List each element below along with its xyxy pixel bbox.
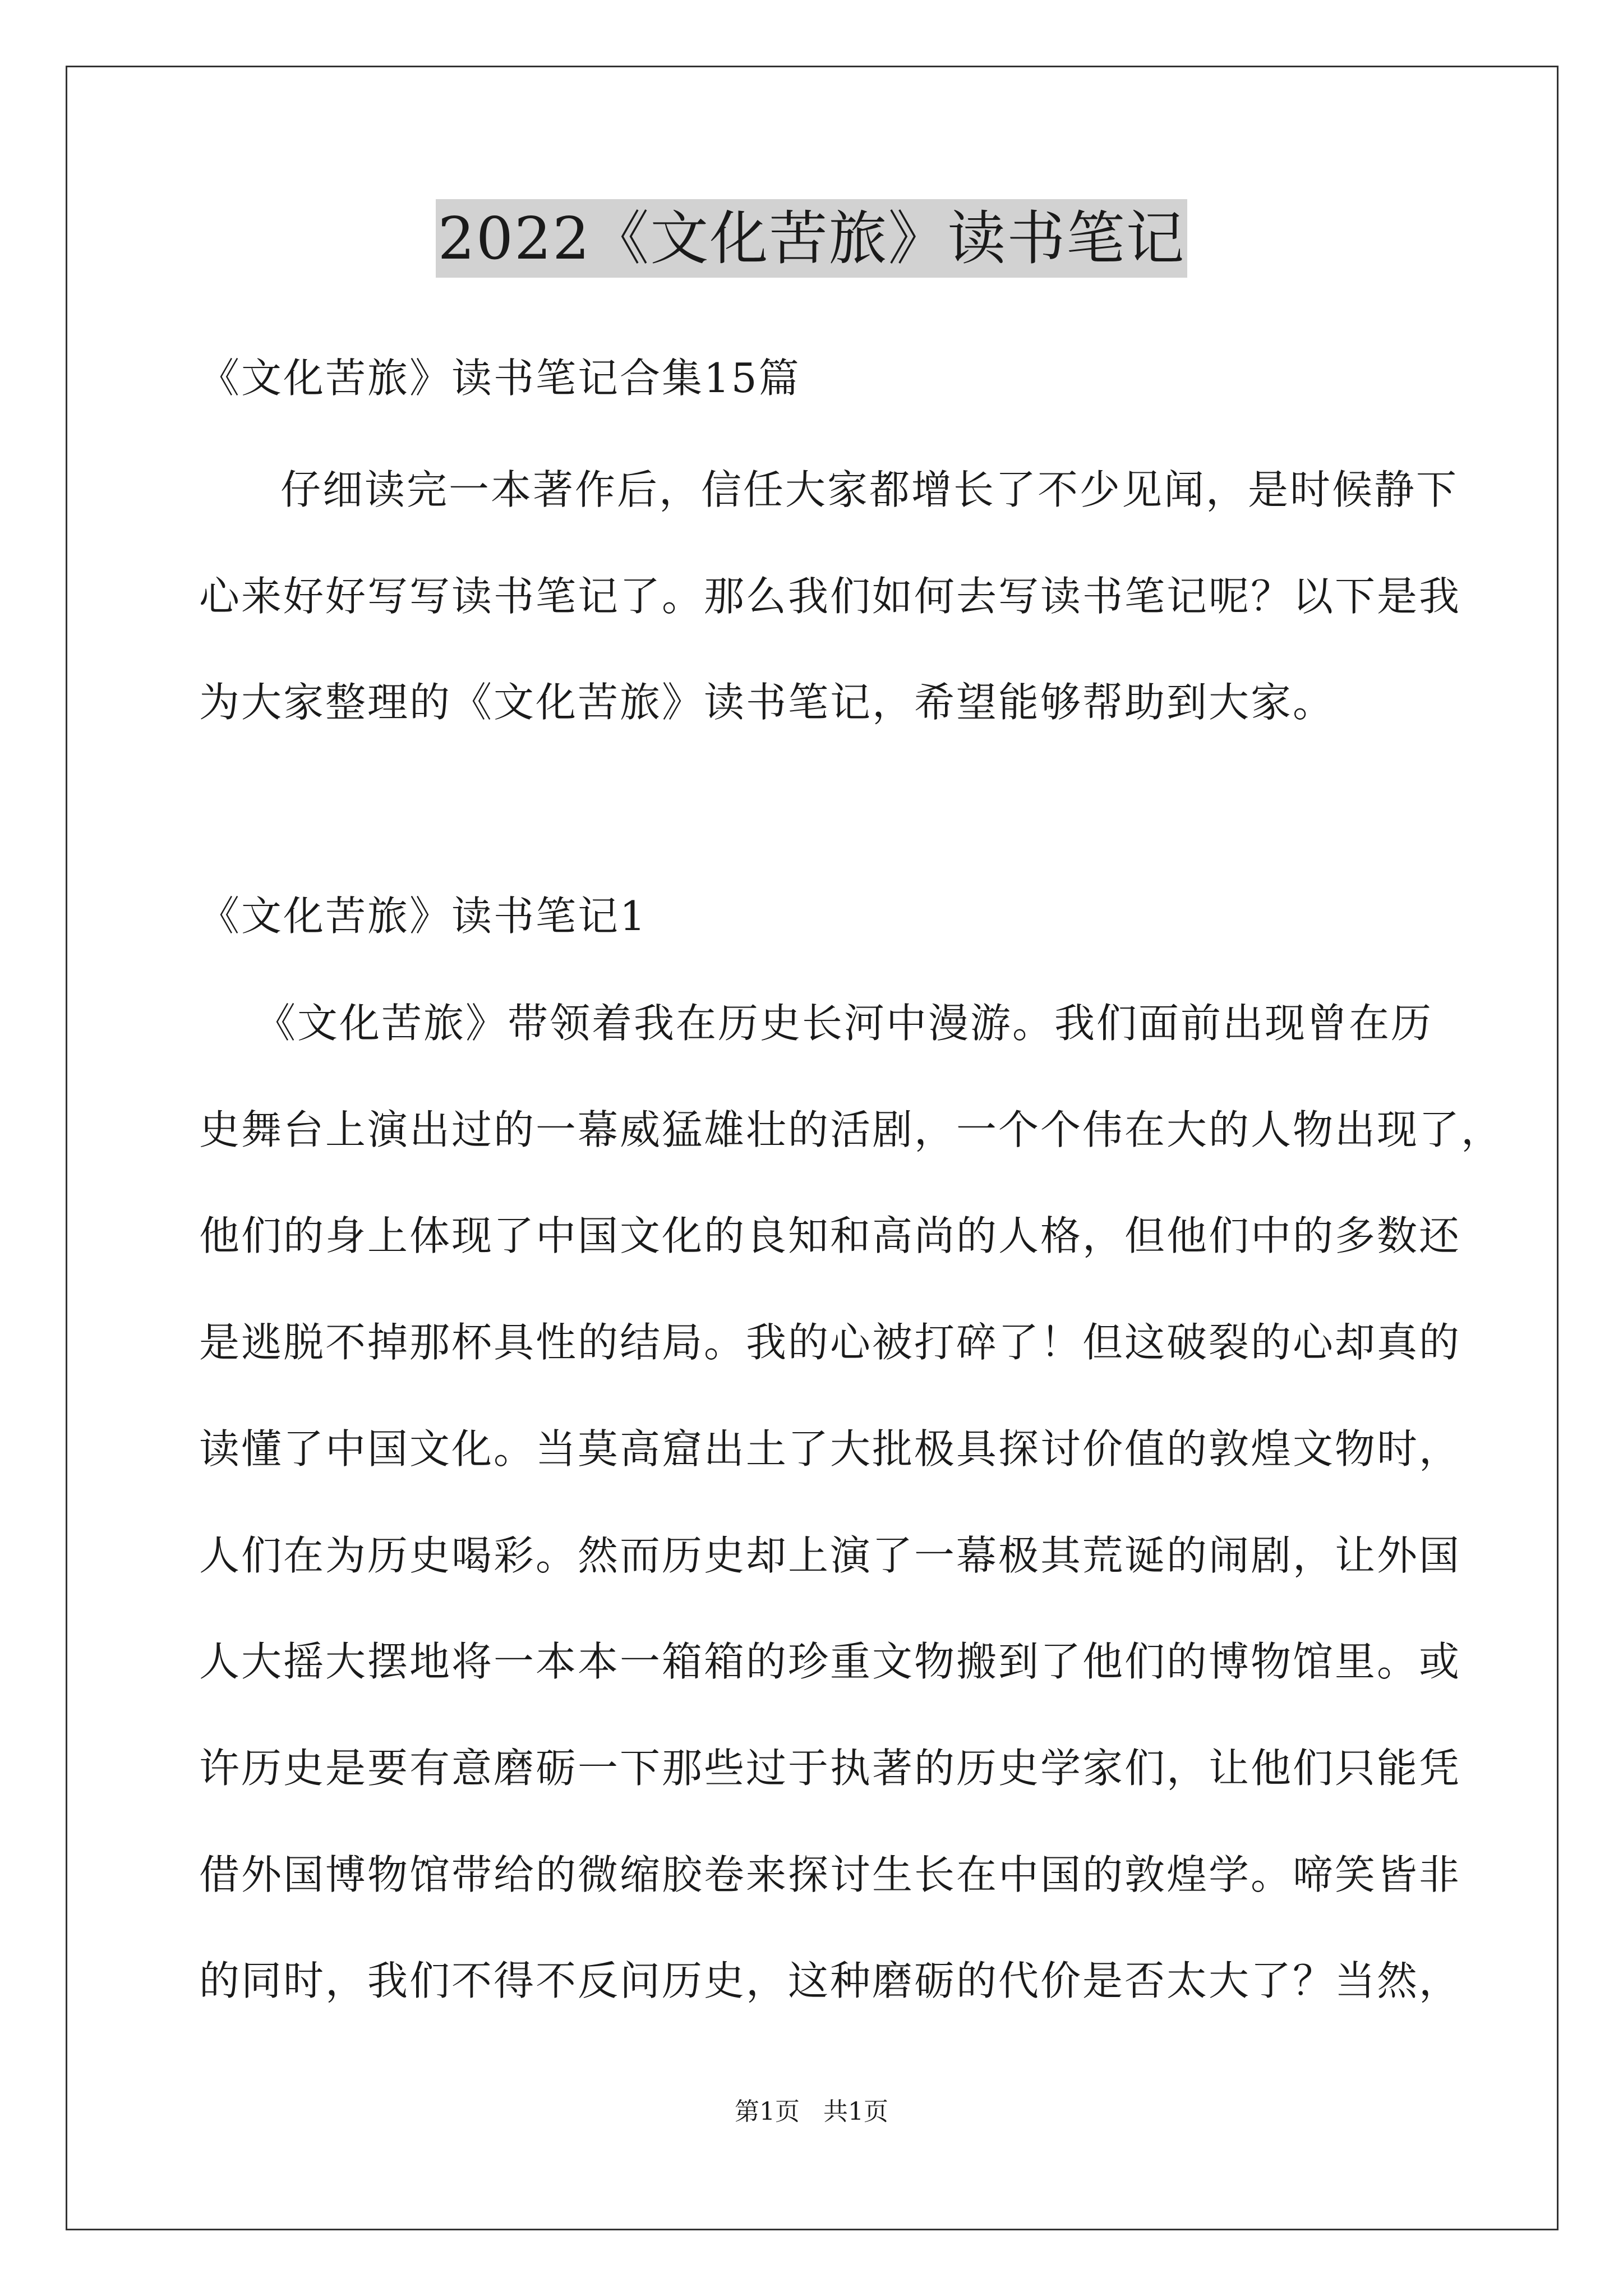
document-title: 2022《文化苦旅》读书笔记: [436, 199, 1188, 278]
intro-line-2: 心来好好写写读书笔记了。那么我们如何去写读书笔记呢？以下是我: [199, 573, 1461, 620]
intro-line-3: 为大家整理的《文化苦旅》读书笔记，希望能够帮助到大家。: [199, 679, 1335, 726]
body-line-3: 他们的身上体现了中国文化的良知和高尚的人格，但他们中的多数还: [199, 1212, 1461, 1259]
document-subtitle: 《文化苦旅》读书笔记合集15篇: [199, 355, 801, 402]
body-line-10: 的同时，我们不得不反问历史，这种磨砺的代价是否太大了？当然，: [199, 1957, 1461, 2004]
page-footer: 第1页 共1页: [735, 2097, 888, 2126]
body-line-6: 人们在为历史喝彩。然而历史却上演了一幕极其荒诞的闹剧，让外国: [199, 1532, 1461, 1579]
body-line-2: 史舞台上演出过的一幕威猛雄壮的活剧，一个个伟在大的人物出现了，: [199, 1106, 1504, 1153]
title-container: [0, 199, 1623, 278]
body-line-1: 《文化苦旅》带领着我在历史长河中漫游。我们面前出现曾在历: [255, 1000, 1433, 1047]
section-heading: 《文化苦旅》读书笔记1: [199, 892, 647, 940]
body-line-8: 许历史是要有意磨砺一下那些过于执著的历史学家们，让他们只能凭: [199, 1745, 1461, 1792]
body-line-9: 借外国博物馆带给的微缩胶卷来探讨生长在中国的敦煌学。啼笑皆非: [199, 1851, 1461, 1898]
body-line-4: 是逃脱不掉那杯具性的结局。我的心被打碎了！但这破裂的心却真的: [199, 1319, 1461, 1366]
intro-line-1: 仔细读完一本著作后，信任大家都增长了不少见闻，是时候静下: [280, 466, 1459, 513]
body-line-5: 读懂了中国文化。当莫高窟出土了大批极具探讨价值的敦煌文物时，: [199, 1425, 1461, 1473]
body-line-7: 人大摇大摆地将一本本一箱箱的珍重文物搬到了他们的博物馆里。或: [199, 1638, 1461, 1685]
